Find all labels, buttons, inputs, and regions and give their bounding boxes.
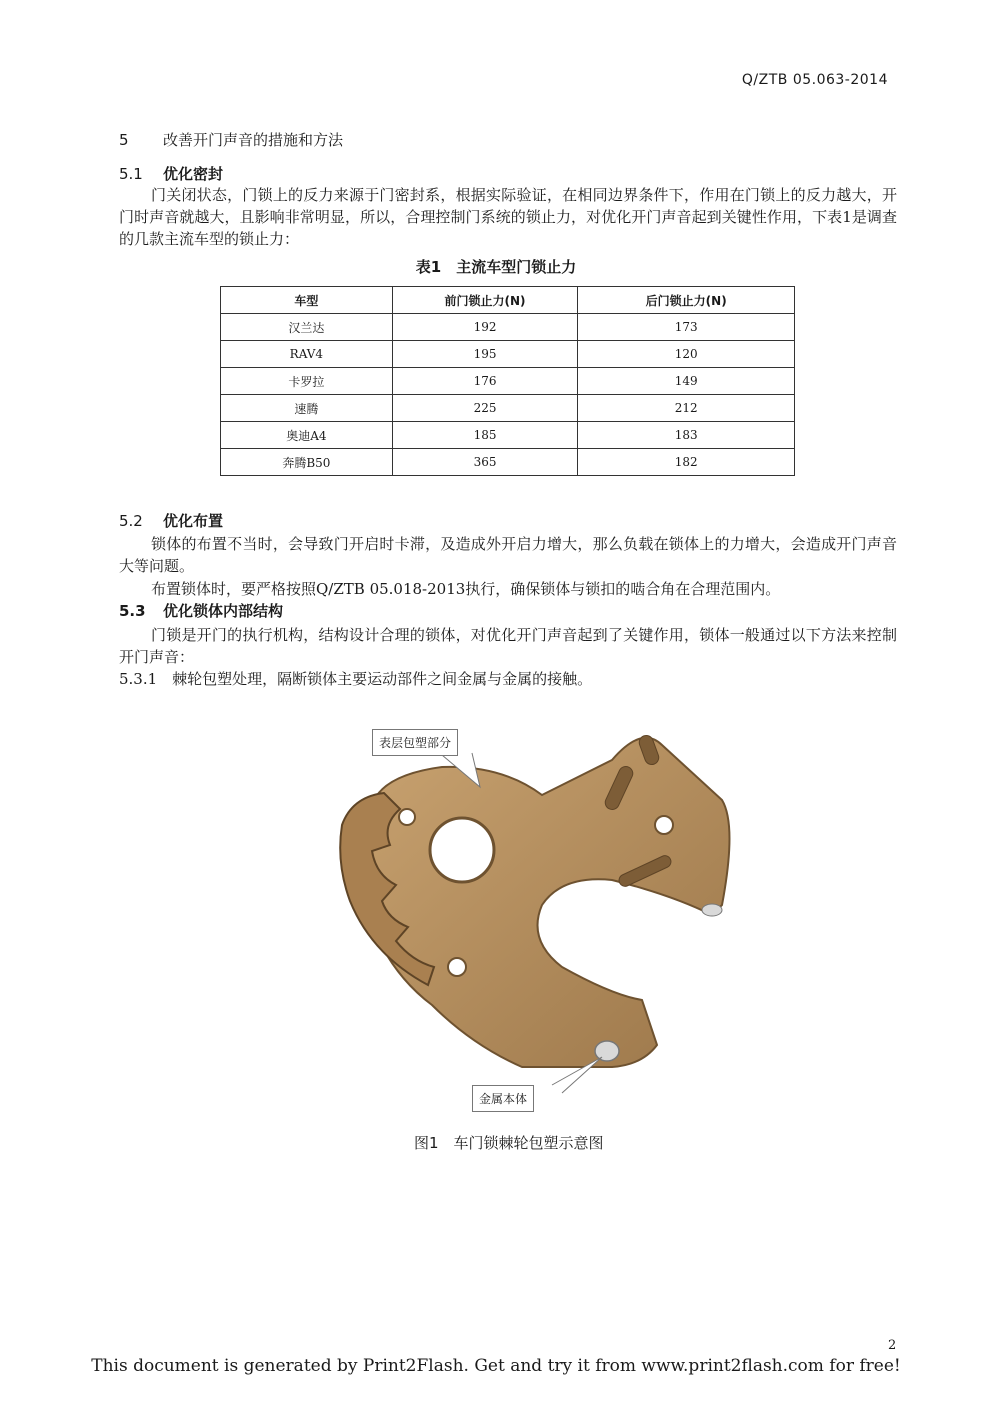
table-row <box>221 314 795 341</box>
cell: 汉兰达 <box>221 314 393 341</box>
cell: 173 <box>578 314 795 341</box>
section-5-2-heading <box>119 510 223 531</box>
section-5-3-heading <box>119 600 283 621</box>
table-row <box>221 368 795 395</box>
table-row <box>221 341 795 368</box>
section-title: 优化布置 <box>163 512 224 530</box>
cell: 185 <box>392 422 578 449</box>
metal-core <box>595 1041 619 1061</box>
cell: 176 <box>392 368 578 395</box>
col-header: 车型 <box>221 287 393 314</box>
cell: 183 <box>578 422 795 449</box>
cell: RAV4 <box>221 341 393 368</box>
doc-id: Q/ZTB 05.063-2014 <box>741 72 888 88</box>
cell: 225 <box>392 395 578 422</box>
section-5-3-paragraph: 门锁是开门的执行机构，结构设计合理的锁体，对优化开门声音起到了关键作用，锁体一般通过以下方法来控制开门声音： <box>119 626 897 666</box>
page-number: 2 <box>888 1338 897 1353</box>
ratchet-illustration <box>312 705 752 1125</box>
cell: 卡罗拉 <box>221 368 393 395</box>
table-row <box>221 422 795 449</box>
cell: 192 <box>392 314 578 341</box>
section-number: 5 <box>119 131 129 149</box>
section-5-heading <box>119 129 343 150</box>
cell: 120 <box>578 341 795 368</box>
callout-overmold: 表层包塑部分 <box>372 729 458 756</box>
col-header: 后门锁止力(N) <box>578 287 795 314</box>
cell: 182 <box>578 449 795 476</box>
cell: 奥迪A4 <box>221 422 393 449</box>
cell: 212 <box>578 395 795 422</box>
print2flash-footer: This document is generated by Print2Flash. Get and try it from www.print2flash.com for free! <box>91 1356 901 1376</box>
section-5-1-heading <box>119 163 223 184</box>
table-header-row <box>221 287 795 314</box>
section-5-3-1-item: 5.3.1 棘轮包塑处理，隔断锁体主要运动部件之间金属与金属的接触。 <box>119 670 593 688</box>
section-title: 改善开门声音的措施和方法 <box>163 131 344 149</box>
section-5-2-paragraph-2: 布置锁体时，要严格按照Q/ZTB 05.018-2013执行，确保锁体与锁扣的啮合角在合理范围内。 <box>151 580 781 598</box>
section-number: 5.3 <box>119 602 146 620</box>
cell: 149 <box>578 368 795 395</box>
section-number: 5.1 <box>119 165 143 183</box>
table-caption: 表1 主流车型门锁止力 <box>415 258 577 276</box>
table-row <box>221 395 795 422</box>
cell: 奔腾B50 <box>221 449 393 476</box>
col-header: 前门锁止力(N) <box>392 287 578 314</box>
section-5-2-paragraph-1: 锁体的布置不当时，会导致门开启时卡滞，及造成外开启力增大，那么负载在锁体上的力增大，会造成开门声音大等问题。 <box>119 535 897 575</box>
lock-force-table <box>220 286 795 476</box>
section-title: 优化密封 <box>163 165 224 183</box>
cell: 195 <box>392 341 578 368</box>
ratchet-figure <box>312 705 752 1125</box>
ratchet-body <box>365 738 730 1067</box>
cell: 365 <box>392 449 578 476</box>
table-row <box>221 449 795 476</box>
section-title: 优化锁体内部结构 <box>163 602 284 620</box>
section-number: 5.2 <box>119 512 143 530</box>
figure-caption: 图1 车门锁棘轮包塑示意图 <box>414 1134 604 1152</box>
cell: 速腾 <box>221 395 393 422</box>
section-5-1-paragraph: 门关闭状态，门锁上的反力来源于门密封系，根据实际验证，在相同边界条件下，作用在门锁上的反力越大，开门时声音就越大，且影响非常明显，所以，合理控制门系统的锁止力，对优化开门声音起到关键性作用，下表1是调查的几款主流车型的锁止力： <box>119 186 897 248</box>
callout-metal-core: 金属本体 <box>472 1085 534 1112</box>
